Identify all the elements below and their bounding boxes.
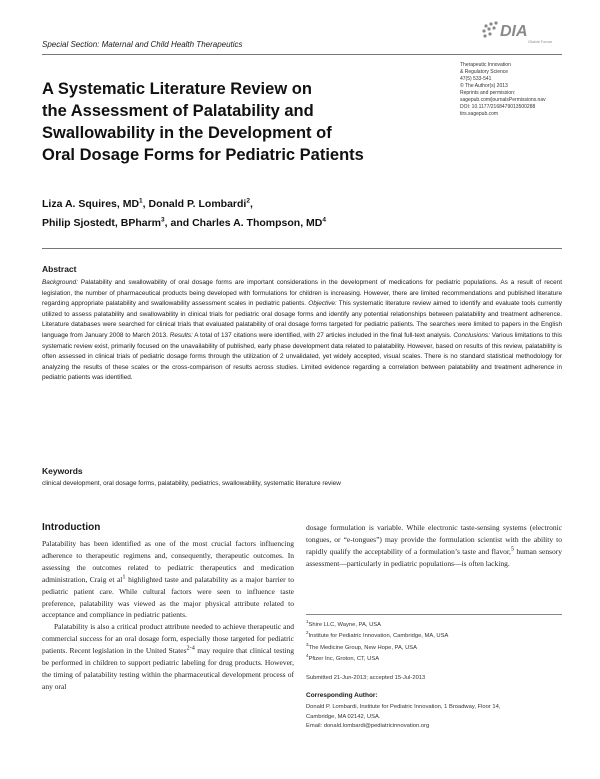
corresponding-heading: Corresponding Author:: [306, 692, 378, 699]
paragraph: dosage formulation is variable. While electronic taste-sensing systems (electronic tongues, or “e-tongues”) may provide the formulation scientist with the ability to rapidly qualify the acceptability of a formulation’s taste and flavor,$^5$ human sensory assessment—particularly in pediatric populations—is often lacking.: [306, 523, 562, 568]
abstract-body: [42, 278, 562, 384]
journal-line: DOI: 10.1177/2168479013500288: [460, 104, 536, 110]
abstract-text: Various limitations to this systematic review exist, primarily focused on the unavailability of published, early phase development data related to palatability. However, based on results of this review, palatability is often assessed in clinical trials of pediatric dosage forms through the utilization of 2 unvalidated, yet widely accepted, visual scales. There is no standard statistical methodology for analyzing the results of these scales or the cross-comparison of results across studies. Limited evidence regarding a correlation between palatability and treatment adherence in pediatric patients was identified.: [42, 331, 562, 382]
abstract-text: This systematic literature review aimed to identify and evaluate tools currently utilized to assess palatability and swallowability in clinical trials for pediatric oral dosage forms and identify any potential relationships between palatability and treatment adherence. Literature databases were searched for clinical trials that evaluated palatability of oral dosage forms targeted for pediatric patients. The searches were limited to papers in the English language from January 2008 to March 2013.: [42, 300, 562, 339]
title-line: the Assessment of Palatability and: [42, 102, 314, 120]
intro-heading: Introduction: [42, 522, 101, 533]
logo-sub: Global Forum: [528, 39, 553, 44]
author-sep: ,: [249, 198, 253, 210]
affiliation: $^2$Institute for Pediatric Innovation, Cambridge, MA, USA: [306, 630, 449, 640]
abstract-rule: [42, 248, 562, 249]
section-tag: Special Section: Maternal and Child Health Therapeutics: [42, 40, 243, 49]
authors: [42, 195, 462, 233]
abstract-label: Conclusions:: [453, 331, 490, 339]
citation[interactable]: 5: [510, 545, 515, 553]
journal-line: & Regulatory Science: [460, 69, 509, 75]
abstract-text: Palatability and swallowability of oral dosage forms are important considerations in the development of medications for pediatric populations. As a result of recent legislation, the number of pharmaceutical products being developed with formulations for children is increasing. However, there are limited recommendations and published literature regarding appropriate palatability and swallowability assessment scales in pediatric patients.: [42, 279, 562, 308]
journal-line: © The Author(s) 2013: [460, 83, 508, 89]
author-sup: 4: [322, 216, 326, 224]
affiliation: $^4$Pfizer Inc, Groton, CT, USA: [306, 653, 380, 663]
citation[interactable]: 1: [122, 573, 126, 581]
author-name: , and Charles A. Thompson, MD: [164, 217, 323, 229]
keywords-list: clinical development, oral dosage forms, palatability, pediatrics, swallowability, systematic literature review: [42, 480, 341, 487]
article-title: [42, 78, 442, 166]
keywords-heading: Keywords: [42, 466, 83, 476]
citation[interactable]: 2-4: [186, 644, 195, 652]
journal-line[interactable]: sagepub.com/journalsPermissions.nav: [460, 97, 546, 103]
corr-line: Cambridge, MA 02142, USA.: [306, 713, 381, 720]
abstract-text: A total of 137 citations were identified, with 27 articles included in the final full-text analysis.: [192, 331, 454, 339]
corr-line: Donald P. Lombardi, Institute for Pediatric Innovation, 1 Broadway, Floor 14,: [306, 704, 501, 710]
corr-email[interactable]: Email: donald.lombardi@pediatricinnovation.org: [306, 723, 430, 730]
author-name: , Donald P. Lombardi: [142, 198, 247, 210]
author-sup: 3: [161, 216, 165, 224]
journal-line: Reprints and permission:: [460, 90, 516, 96]
author-name: Liza A. Squires, MD: [42, 198, 140, 210]
affiliation-rule: [306, 614, 562, 615]
affiliations: [306, 620, 562, 666]
logo-text: DIA: [500, 23, 528, 40]
journal-info: [460, 62, 570, 118]
paragraph: Palatability has been identified as one of the most crucial factors influencing adherence to therapeutic regimens and, consequently, therapeutic outcomes. In assessing the outcomes related to pediatric therapeutics and medication administration, Craig et $al^1$ highlighted taste and palatability as a major barrier to pediatric patient care. While cultural factors were seen to influence taste preference, palatability was viewed as the major physical attribute related to acceptance and compliance in pediatric patients.: [42, 539, 294, 620]
author-name: Philip Sjostedt, BPharm: [42, 217, 162, 229]
abstract-label: Background:: [42, 279, 78, 286]
author-sup: 1: [139, 197, 143, 205]
abstract-label: Results:: [169, 331, 193, 339]
abstract-heading: Abstract: [42, 264, 77, 274]
journal-line[interactable]: tirs.sagepub.com: [460, 111, 499, 117]
author-sup: 2: [246, 197, 250, 205]
affiliation: $^3$The Medicine Group, New Hope, PA, USA: [306, 641, 417, 651]
journal-line: 47(5) 533-541: [460, 76, 492, 82]
body-column-left: [42, 538, 294, 693]
affiliation: $^1$Shire LLC, Wayne, PA, USA: [306, 619, 382, 628]
paragraph: Palatability is also a critical product attribute needed to achieve therapeutic and commercial success for an oral dosage form, especially those targeted for pediatric patients. Recent legislation in the United States$^{2-4}$ may require that clinical testing be performed in children to support pediatric labeling for drug products. However, the timing of palatability testing within the pharmaceutical development process of any oral: [42, 622, 294, 691]
title-line: A Systematic Literature Review on: [42, 80, 312, 98]
journal-line: Therapeutic Innovation: [460, 62, 511, 68]
abstract-label: Objective:: [308, 300, 337, 308]
header-rule: [42, 54, 562, 55]
body-column-right: [306, 522, 562, 570]
dia-logo: [480, 18, 560, 48]
title-line: Swallowability in the Development of: [42, 124, 332, 142]
submission-dates: Submitted 21-Jun-2013; accepted 15-Jul-2013: [306, 675, 426, 681]
title-line: Oral Dosage Forms for Pediatric Patients: [42, 146, 364, 164]
corresponding-author: [306, 703, 562, 732]
